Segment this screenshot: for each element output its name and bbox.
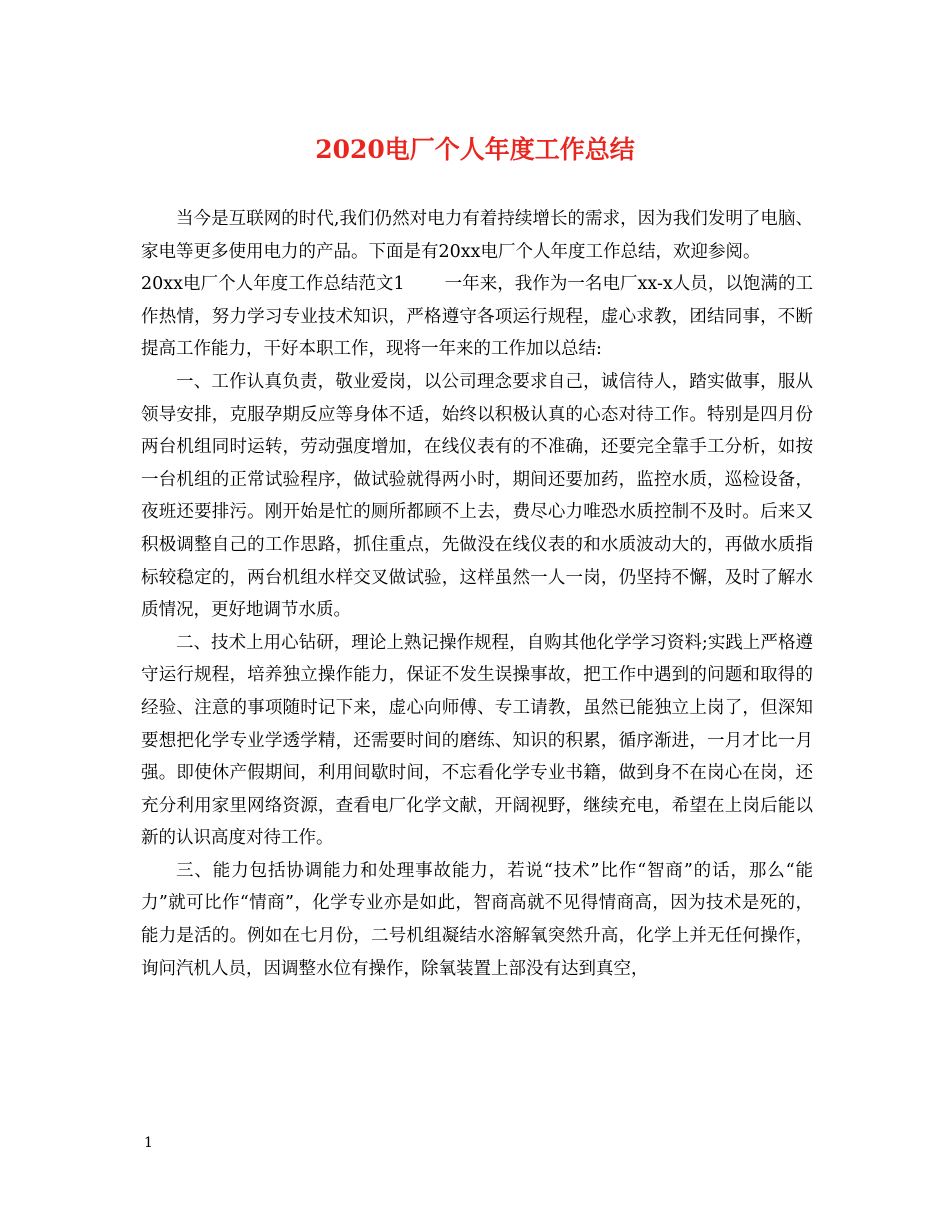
document-body [141,203,813,985]
intro-paragraph: 当今是互联网的时代,我们仍然对电力有着持续增长的需求，因为我们发明了电脑、家电等更多使用电力的产品。下面是有20xx电厂个人年度工作总结，欢迎参阅。 [141,209,813,262]
document-title: 2020电厂个人年度工作总结 [315,135,635,164]
section-paragraph [141,268,813,366]
body-paragraph-3: 三、能力包括协调能力和处理事故能力，若说“技术”比作“智商”的话，那么“能力”就可比作“情商”，化学专业亦是如此，智商高就不见得情商高，因为技术是死的，能力是活的。例如在七月份，二号机组凝结水溶解氧突然升高，化学上并无任何操作，询问汽机人员，因调整水位有操作，除氧装置上部没有达到真空， [141,860,813,979]
body-paragraph-1: 一、工作认真负责，敬业爱岗，以公司理念要求自己，诚信待人，踏实做事，服从领导安排，克服孕期反应等身体不适，始终以积极认真的心态对待工作。特别是四月份两台机组同时运转，劳动强度增加，在线仪表有的不准确，还要完全靠手工分析，如按一台机组的正常试验程序，做试验就得两小时，期间还要加药，监控水质，巡检设备，夜班还要排污。刚开始是忙的厕所都顾不上去，费尽心力唯恐水质控制不及时。后来又积极调整自己的工作思路，抓住重点，先做没在线仪表的和水质波动大的，再做水质指标较稳定的，两台机组水样交叉做试验，这样虽然一人一岗，仍坚持不懈，及时了解水质情况，更好地调节水质。 [141,371,813,621]
section-intro-text: 一年来，我作为一名电厂xx-x人员，以饱满的工作热情，努力学习专业技术知识，严格遵守各项运行规程，虚心求教，团结同事，不断提高工作能力，干好本职工作，现将一年来的工作加以总结: [141,274,813,360]
page-number: 1 [144,1135,153,1151]
section-heading: 20xx电厂个人年度工作总结范文1 [141,274,405,295]
body-paragraph-2: 二、技术上用心钻研，理论上熟记操作规程，自购其他化学学习资料;实践上严格遵守运行规程，培养独立操作能力，保证不发生误操事故，把工作中遇到的问题和取得的经验、注意的事项随时记下来，虚心向师傅、专工请教，虽然已能独立上岗了，但深知要想把化学专业学透学精，还需要时间的磨练、知识的积累，循序渐进，一月才比一月强。即使休产假期间，利用间歇时间，不忘看化学专业书籍，做到身不在岗心在岗，还充分利用家里网络资源，查看电厂化学文献，开阔视野，继续充电，希望在上岗后能以新的认识高度对待工作。 [141,632,813,849]
